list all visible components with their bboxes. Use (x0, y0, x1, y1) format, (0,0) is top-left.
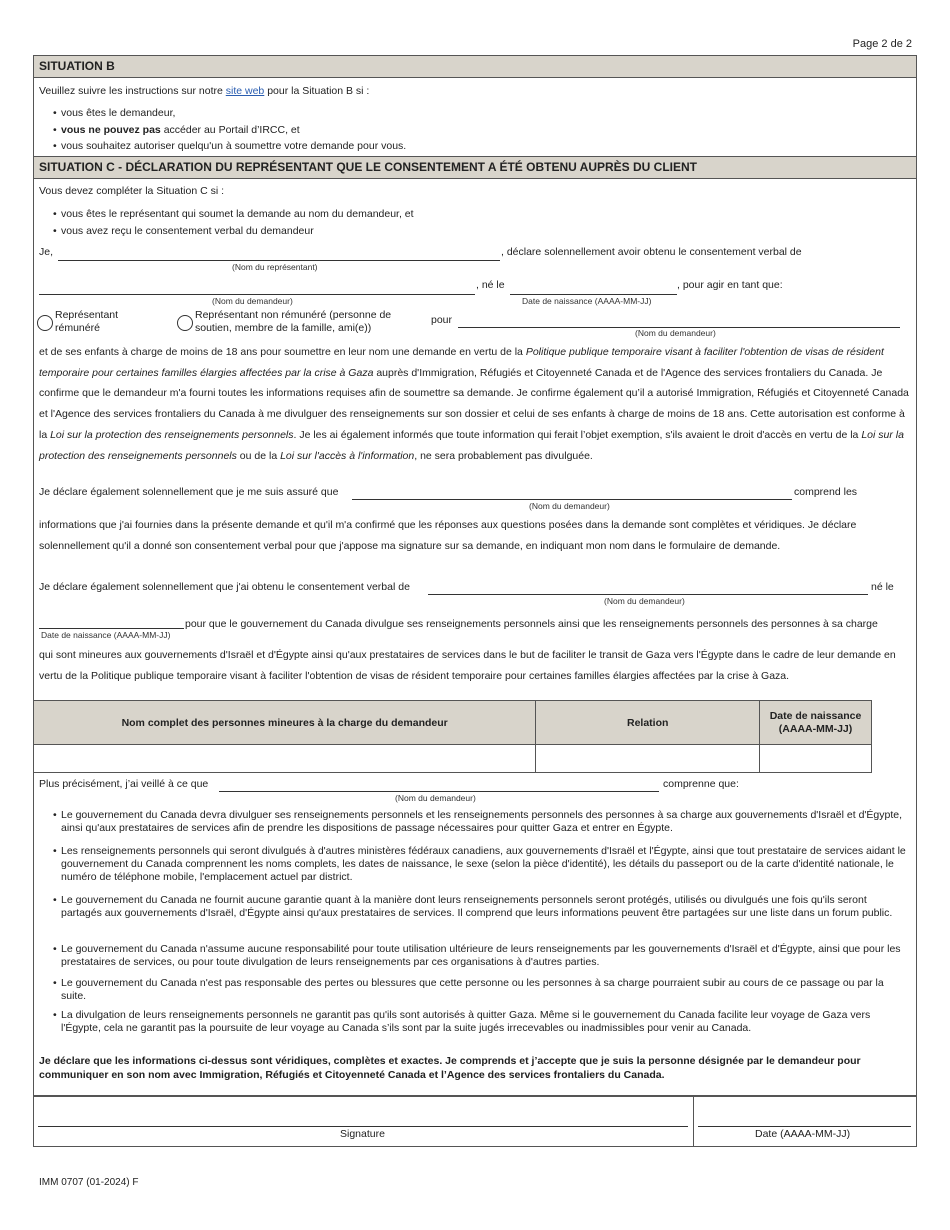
born-on-label: , né le (476, 279, 505, 291)
act-as-text: , pour agir en tant que: (677, 279, 783, 291)
signature-field[interactable] (38, 1126, 688, 1127)
dob-header: Date de naissance (AAAA-MM-JJ) (760, 701, 872, 745)
born-on-label-2: né le (871, 581, 894, 593)
consent-paragraph-3-first: pour que le gouvernement du Canada divulgue ses renseignements personnels ainsi que les renseignements personnels des personnes à sa charge (185, 618, 878, 630)
list-item: • Le gouvernement du Canada n'assume aucune responsabilité pour toute utilisation ultérieure de leurs renseignements par les gouvernements d'Israël et d'Égypte, ainsi que pour les prestataires de services, ou pour toute divulgation de leurs renseignements par ces organisations à d'autres parties. (61, 943, 909, 969)
situation-c-bullet-1: • vous êtes le représentant qui soumet la demande au nom du demandeur, et (61, 208, 909, 221)
page-number: Page 2 de 2 (852, 38, 912, 50)
dob-cell[interactable] (760, 745, 872, 773)
list-item: • Le gouvernement du Canada devra divulguer ses renseignements personnels et les renseignements personnels des personnes à sa charge aux gouvernements d'Israël et d'Égypte, ainsi qu'aux prestataires de services afin de prendre les dispositions de passage nécessaires pour quitter Gaza et entrer en Égypte. (61, 809, 909, 835)
list-item: • Le gouvernement du Canada n'est pas responsable des pertes ou blessures que cette personne ou les personnes à sa charge pourraient subir au cours de ce passage ou par la suite. (61, 977, 909, 1003)
consent-paragraph-1: et de ses enfants à charge de moins de 18 ans pour soumettre en leur nom une demande en vertu de la Politique publique temporaire visant à faciliter l'obtention de visas de résident temporaire pour certaines familles élargies affectées par la crise à Gaza auprès d'Immigration, Réfugiés et Citoyenneté Canada et de l'Agence des services frontaliers du Canada. Je confirme que le demandeur m'a fourni toutes les informations requises afin de soumettre sa demande. Je confirme également qu’il a autorisé Immigration, Réfugiés et Citoyenneté Canada et l'Agence des services frontaliers du Canada à me divulguer des renseignements sur son dossier et celui de ses enfants à charge de moins de 18 ans. Cette autorisation est conforme à la Loi sur la protection des renseignements personnels. Je les ai également informés que toute information qui ferait l’objet exemption, s'ils avaient le droit d'accès en vertu de la Loi sur la protection des renseignements personnels ou de la Loi sur l'accès à l'information, ne sera probablement pas divulguée. (39, 346, 909, 462)
situation-b-intro: Veuillez suivre les instructions sur notre site web pour la Situation B si : (39, 85, 370, 97)
minors-name-header: Nom complet des personnes mineures à la charge du demandeur (34, 701, 536, 745)
applicant-dob-field[interactable] (510, 294, 677, 295)
paid-representative-radio[interactable] (37, 315, 53, 331)
applicant-name-field-3[interactable] (352, 499, 792, 500)
je-label: Je, (39, 246, 54, 258)
situation-b-bullet-1: • vous êtes le demandeur, (61, 107, 909, 120)
obtained-consent-text: Je déclare également solennellement que j'ai obtenu le consentement verbal de (39, 581, 410, 593)
unpaid-representative-radio[interactable] (177, 315, 193, 331)
applicant-name-caption-2: (Nom du demandeur) (635, 328, 716, 338)
signature-divider (693, 1096, 694, 1147)
unpaid-representative-label: Représentant non rémunéré (personne de soutien, membre de la famille, ami(e)) (195, 309, 392, 334)
representative-name-caption: (Nom du représentant) (232, 262, 318, 272)
applicant-name-field-4[interactable] (428, 594, 868, 595)
applicant-name-caption: (Nom du demandeur) (212, 296, 293, 306)
list-item: • Le gouvernement du Canada ne fournit aucune garantie quant à la manière dont leurs renseignements personnels seront protégés, utilisés ou divulgués une fois qu'ils seront partagés aux gouvernements d'Israël, d'Égypte ainsi qu'aux prestataires de services. Il comprend que leurs informations peuvent être partagées sur une liste dans un forum public. (61, 894, 909, 920)
assured-text: Je déclare également solennellement que je me suis assuré que (39, 486, 339, 498)
paid-representative-label: Représentant rémunéré (55, 309, 119, 334)
applicant-name-caption-4: (Nom du demandeur) (604, 596, 685, 606)
applicant-dob-caption: Date de naissance (AAAA-MM-JJ) (522, 296, 652, 306)
minor-name-cell[interactable] (34, 745, 536, 773)
consent-paragraph-3: qui sont mineures aux gouvernements d'Israël et d'Égypte ainsi qu'aux prestataires de services dans le but de faciliter le transit de Gaza vers l'Égypte dans le cadre de leur demande en vertu de la Politique publique temporaire visant à faciliter l'obtention de visas de résident temporaire pour certaines familles élargies affectées par la crise à Gaza. (39, 649, 896, 682)
relation-cell[interactable] (536, 745, 760, 773)
situation-c-intro: Vous devez compléter la Situation C si : (39, 185, 225, 197)
date-field[interactable] (698, 1126, 911, 1127)
relation-header: Relation (536, 701, 760, 745)
situation-c-header: SITUATION C - DÉCLARATION DU REPRÉSENTANT QUE LE CONSENTEMENT A ÉTÉ OBTENU AUPRÈS DU CLIENT (33, 156, 917, 179)
declare-verbal-text: , déclare solennellement avoir obtenu le consentement verbal de (501, 246, 802, 258)
minors-table (33, 700, 872, 773)
situation-b-bullet-2: • vous ne pouvez pas accéder au Portail d’IRCC, et (61, 124, 909, 137)
understands-that-text: comprenne que: (663, 778, 739, 790)
representative-name-field[interactable] (58, 260, 500, 261)
table-row (34, 745, 872, 773)
applicant-name-field-5[interactable] (219, 791, 659, 792)
final-declaration: Je déclare que les informations ci-dessus sont véridiques, complètes et exactes. Je comprends et j’accepte que je suis la personne désignée par le demandeur pour communiquer en son nom avec Immigration, Réfugiés et Citoyenneté Canada et l’Agence des services frontaliers du Canada. (39, 1055, 861, 1081)
date-caption: Date (AAAA-MM-JJ) (755, 1128, 851, 1140)
list-item: • Les renseignements personnels qui seront divulgués à d'autres ministères fédéraux canadiens, aux gouvernements d'Israël et l'Égypte, ainsi que tout prestataire de services aidant le gouvernement du Canada comprennent les noms complets, les dates de naissance, le sexe (selon la pièce d'identité), les détails du passeport ou de la carte d'identité nationale, le numéro de téléphone mobile, l'emplacement actuel par district. (61, 845, 909, 884)
situation-b-header: SITUATION B (33, 55, 917, 78)
for-label: pour (431, 314, 453, 326)
applicant-name-field[interactable] (39, 294, 475, 295)
signature-caption: Signature (340, 1128, 385, 1140)
precisely-text: Plus précisément, j’ai veillé à ce que (39, 778, 209, 790)
applicant-dob-field-2[interactable] (39, 628, 184, 629)
understands-text: comprend les (794, 486, 858, 498)
list-item: • La divulgation de leurs renseignements personnels ne garantit pas qu'ils sont autorisés à quitter Gaza. Même si le gouvernement du Canada facilite leur voyage de Gaza vers l'Égypte, cela ne garantit pas la poursuite de leur voyage au Canada s’ils sont par la suite jugés irrecevables ou inadmissibles pour venir au Canada. (61, 1009, 909, 1035)
situation-b-bullet-3: • vous souhaitez autoriser quelqu'un à soumettre votre demande pour vous. (61, 140, 909, 153)
consent-paragraph-2: informations que j'ai fournies dans la présente demande et qu'il m'a confirmé que les réponses aux questions posées dans la demande sont complètes et véridiques. Je déclare solennellement qu'il a donné son consentement verbal pour que j'appose ma signature sur sa demande, en indiquant mon nom dans le formulaire de demande. (39, 519, 857, 552)
form-code: IMM 0707 (01-2024) F (39, 1177, 139, 1188)
applicant-name-caption-3: (Nom du demandeur) (529, 501, 610, 511)
applicant-dob-caption-2: Date de naissance (AAAA-MM-JJ) (41, 630, 171, 640)
situation-c-bullet-2: • vous avez reçu le consentement verbal du demandeur (61, 225, 909, 238)
applicant-name-caption-5: (Nom du demandeur) (395, 793, 476, 803)
website-link[interactable]: site web (225, 85, 265, 97)
